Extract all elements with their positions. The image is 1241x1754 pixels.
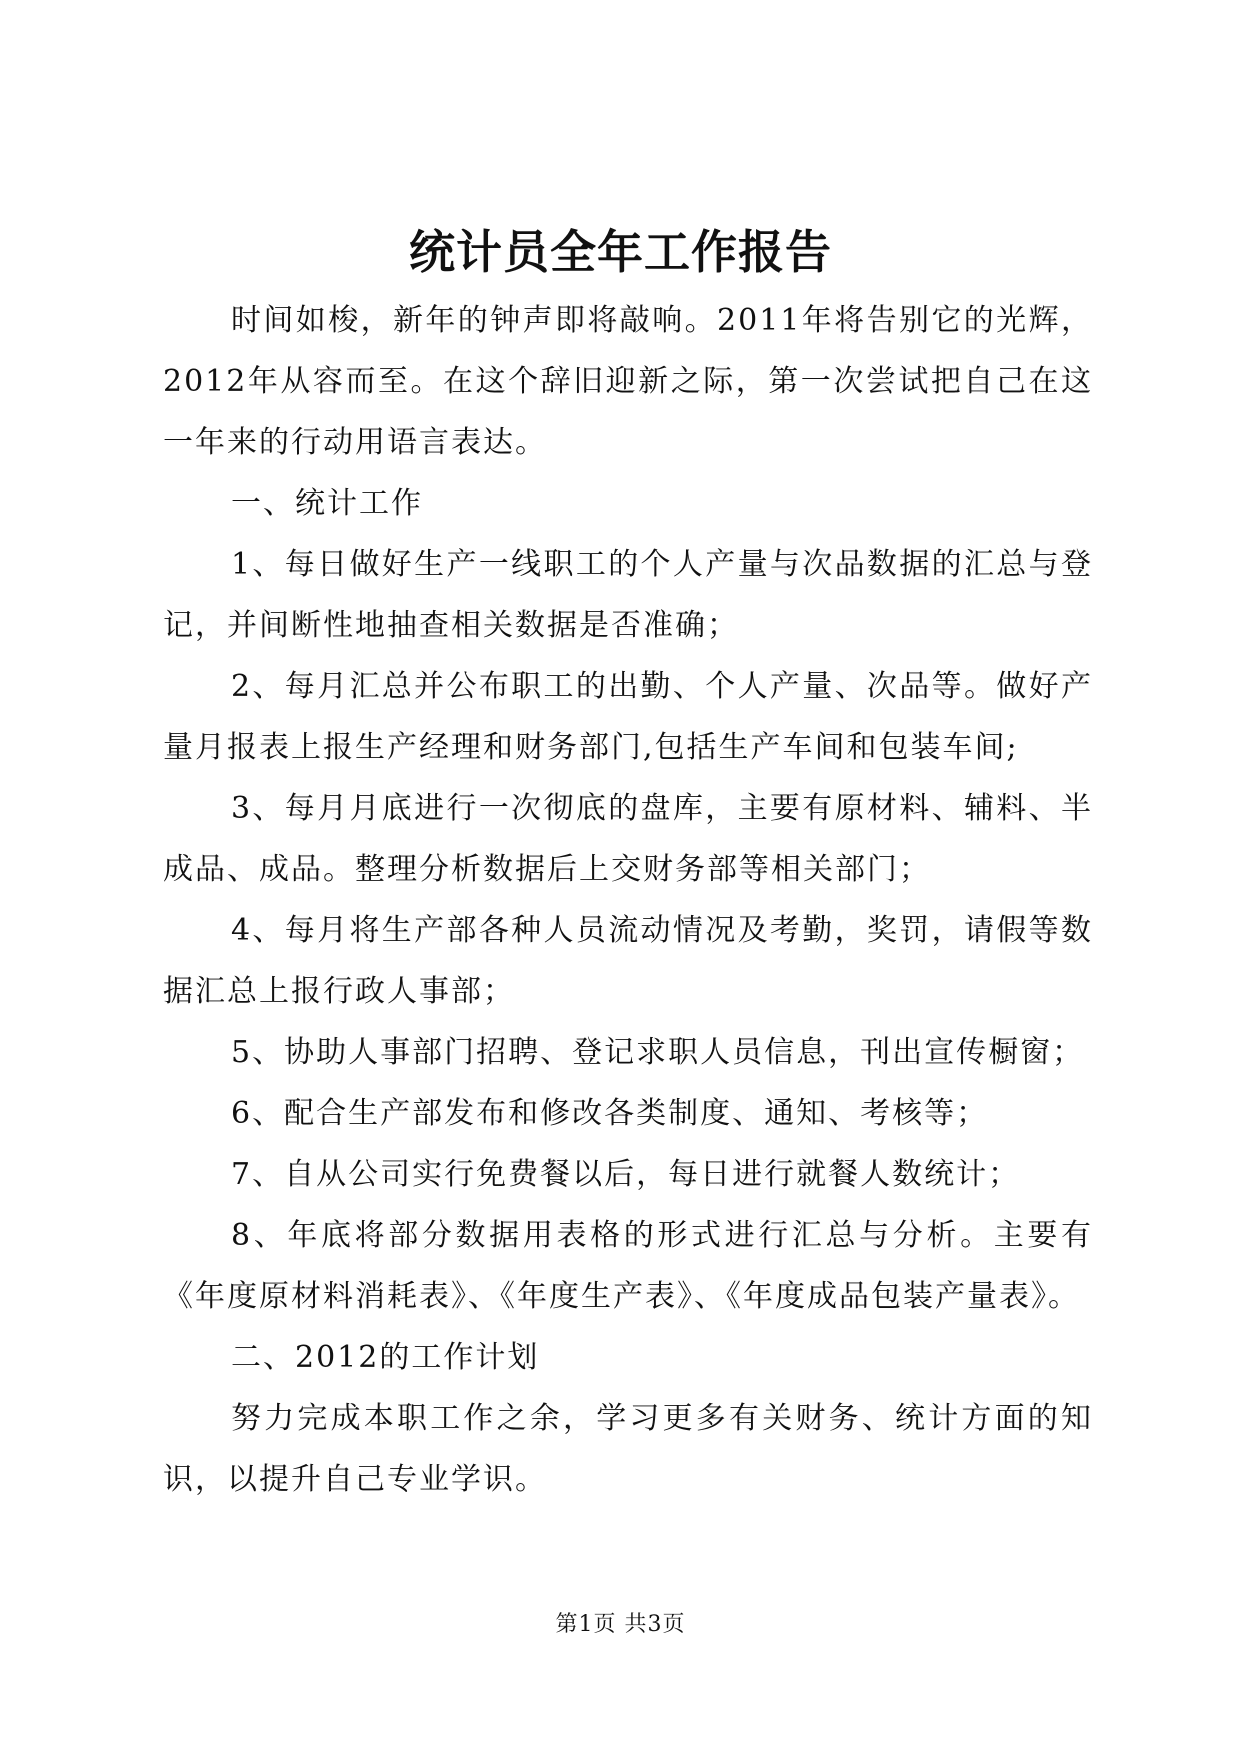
list-item-2: 2、每月汇总并公布职工的出勤、个人产量、次品等。做好产量月报表上报生产经理和财务部门,包括生产车间和包装车间; bbox=[163, 669, 1093, 765]
section-heading-work-plan: 二、2012的工作计划 bbox=[231, 1340, 540, 1375]
list-item-5: 5、协助人事部门招聘、登记求职人员信息，刊出宣传橱窗； bbox=[231, 1035, 1085, 1070]
page-footer: 第1页 共3页 bbox=[555, 1612, 686, 1637]
list-item-1: 1、每日做好生产一线职工的个人产量与次品数据的汇总与登记，并间断性地抽查相关数据是否准确； bbox=[163, 547, 1093, 643]
section-heading-statistics-work: 一、统计工作 bbox=[231, 486, 423, 521]
list-item-3: 3、每月月底进行一次彻底的盘库，主要有原材料、辅料、半成品、成品。整理分析数据后上交财务部等相关部门； bbox=[163, 791, 1093, 887]
paragraph-intro: 时间如梭，新年的钟声即将敲响。2011年将告别它的光辉，2012年从容而至。在这个辞旧迎新之际，第一次尝试把自己在这一年来的行动用语言表达。 bbox=[163, 303, 1093, 460]
list-item-6: 6、配合生产部发布和修改各类制度、通知、考核等； bbox=[231, 1096, 989, 1131]
document-body bbox=[163, 290, 1093, 1510]
paragraph-plan: 努力完成本职工作之余，学习更多有关财务、统计方面的知识，以提升自己专业学识。 bbox=[163, 1401, 1093, 1497]
document-title: 统计员全年工作报告 bbox=[409, 225, 832, 279]
list-item-4: 4、每月将生产部各种人员流动情况及考勤，奖罚，请假等数据汇总上报行政人事部； bbox=[163, 913, 1093, 1009]
list-item-8: 8、年底将部分数据用表格的形式进行汇总与分析。主要有《年度原材料消耗表》、《年度生产表》、《年度成品包装产量表》。 bbox=[163, 1218, 1093, 1314]
list-item-7: 7、自从公司实行免费餐以后，每日进行就餐人数统计； bbox=[231, 1157, 1021, 1192]
